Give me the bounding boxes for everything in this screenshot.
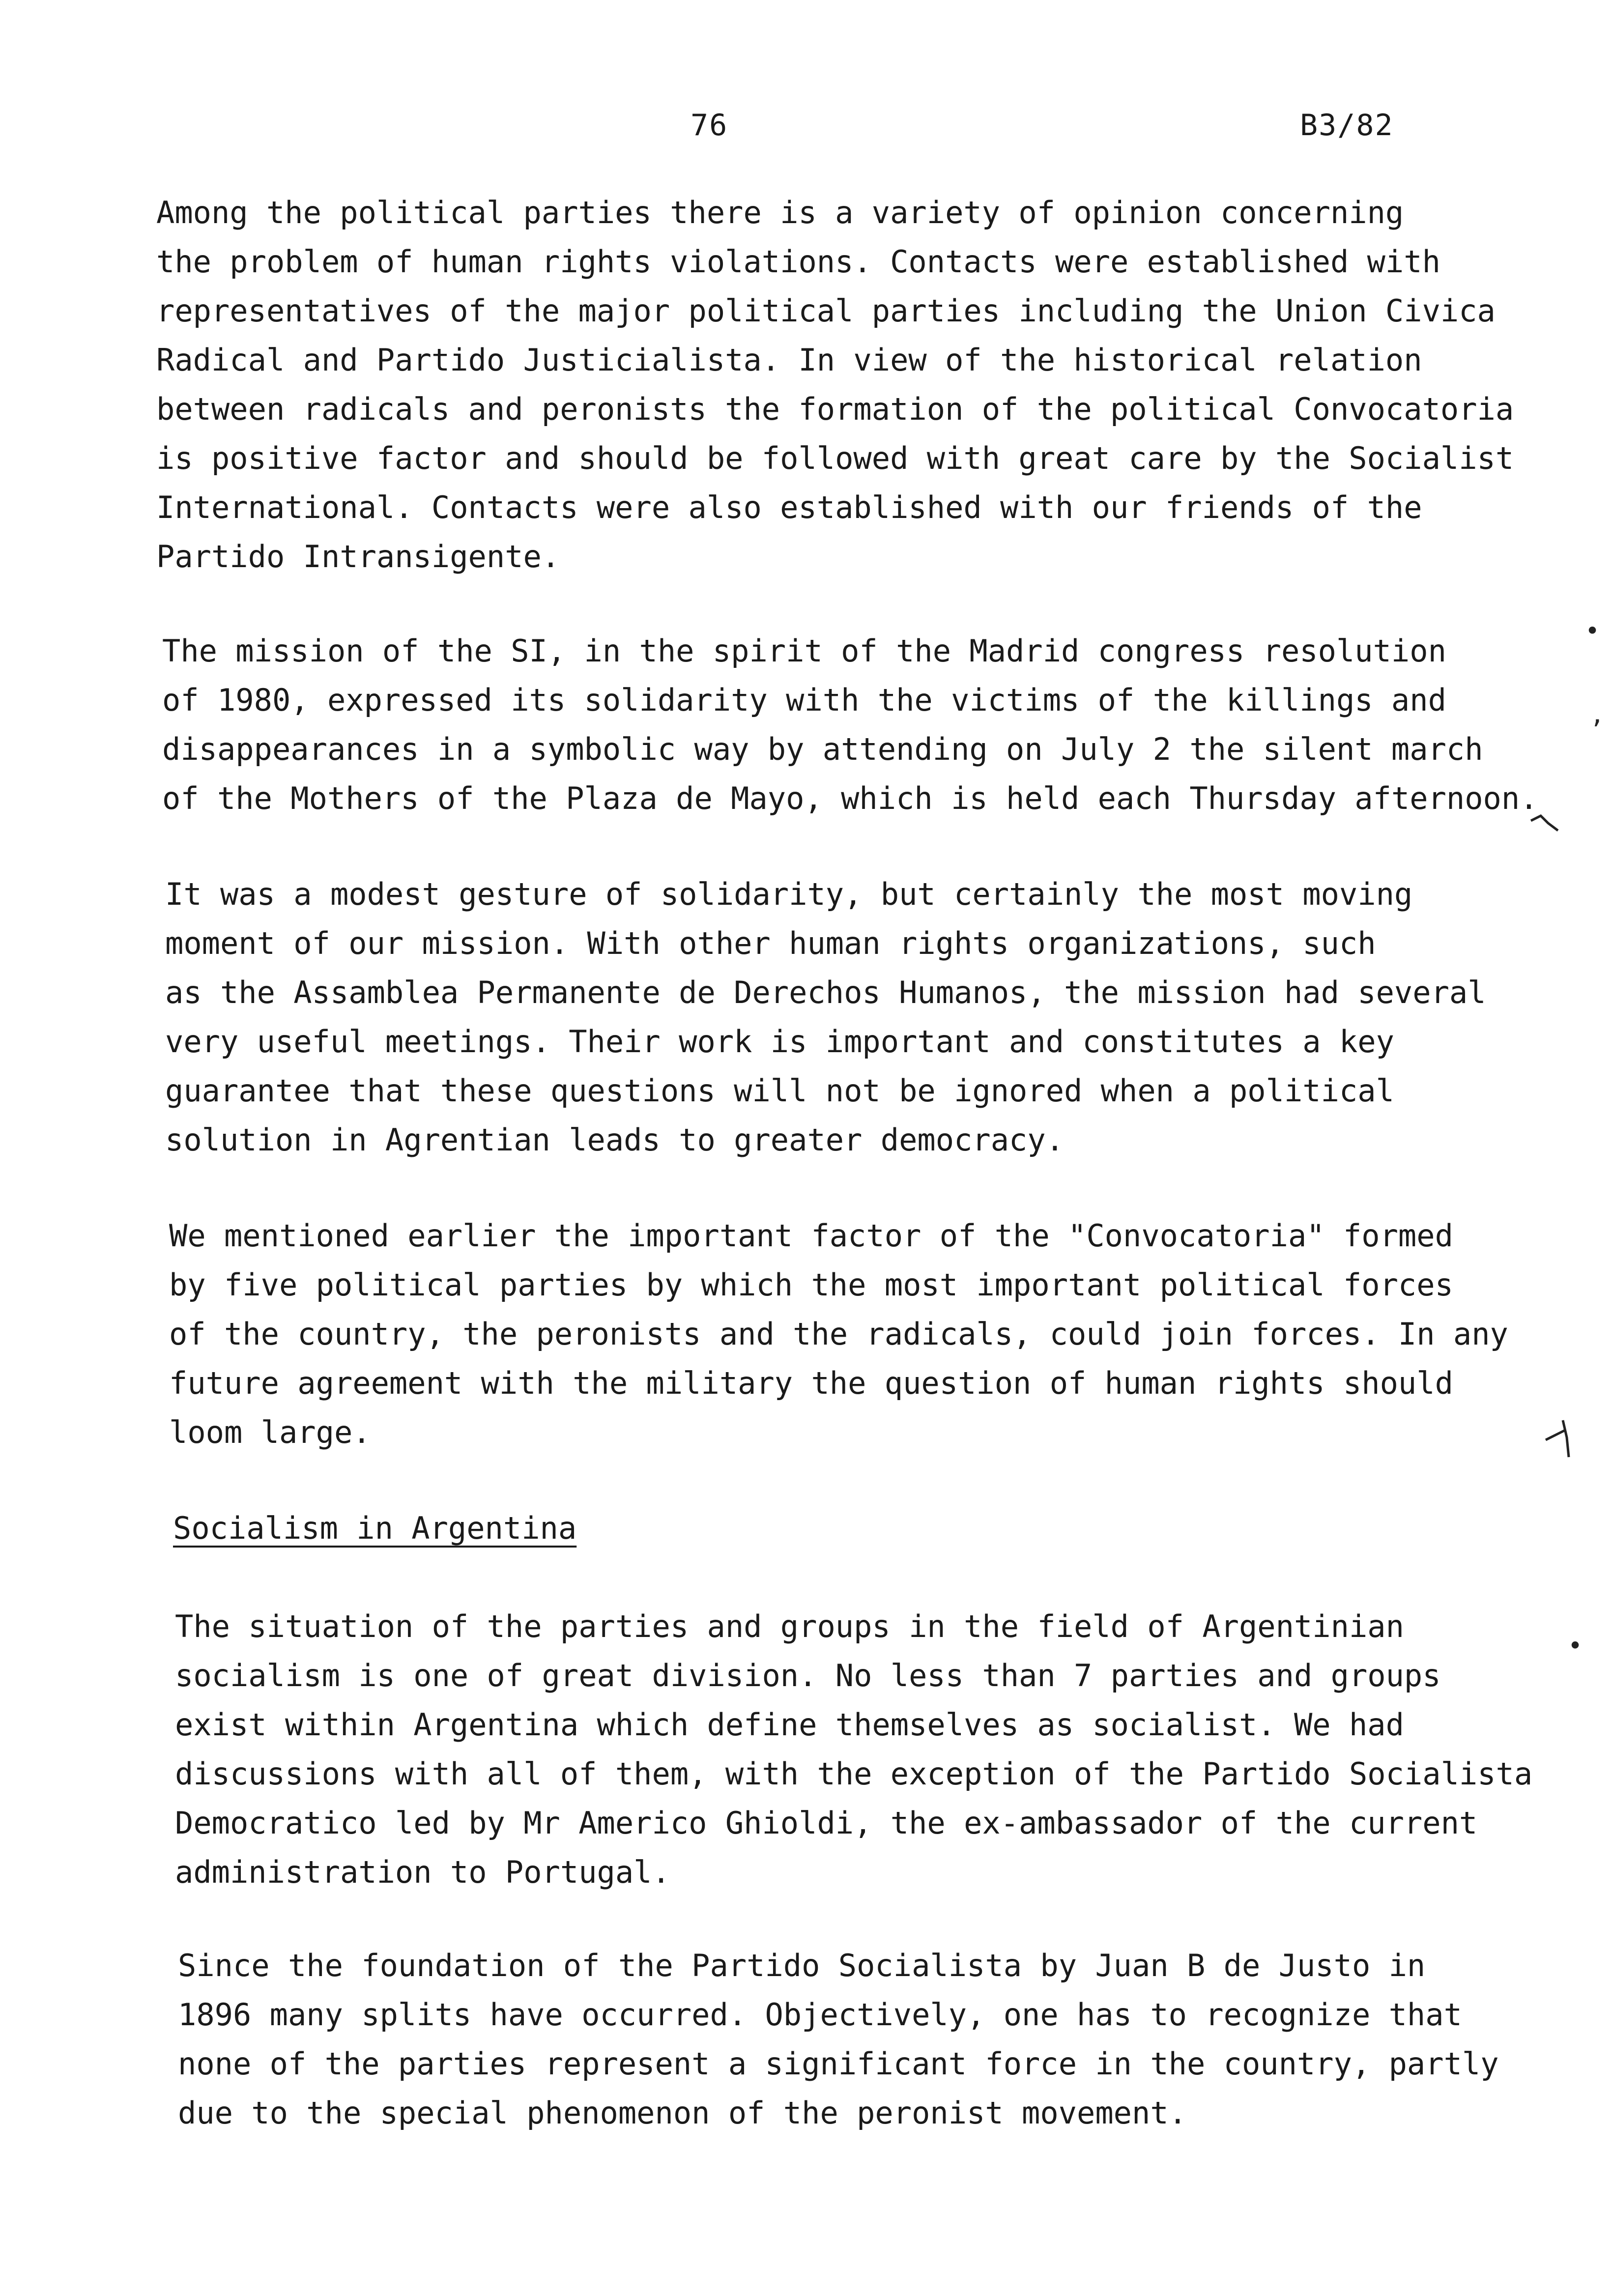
margin-speck: •	[1585, 617, 1600, 645]
paragraph-political-parties	[156, 188, 1514, 581]
text-line: Partido Intransigente.	[156, 539, 560, 574]
text-line: 1896 many splits have occurred. Objectively, one has to recognize that	[178, 1997, 1462, 2033]
text-line: solution in Agrentian leads to greater democracy.	[165, 1122, 1065, 1158]
text-line: due to the special phenomenon of the peronist movement.	[178, 2095, 1187, 2131]
text-line: very useful meetings. Their work is important and constitutes a key	[165, 1024, 1394, 1060]
paragraph-partido-socialista	[178, 1941, 1499, 2138]
text-line: The mission of the SI, in the spirit of the Madrid congress resolution	[162, 633, 1446, 669]
text-line: Among the political parties there is a variety of opinion concerning	[156, 195, 1404, 230]
text-line: guarantee that these questions will not be ignored when a political	[165, 1073, 1394, 1109]
text-line: We mentioned earlier the important factor of the "Convocatoria" formed	[169, 1218, 1453, 1254]
text-line: discussions with all of them, with the exception of the Partido Socialista	[175, 1756, 1533, 1792]
section-heading: Socialism in Argentina	[173, 1510, 577, 1546]
text-line: representatives of the major political parties including the Union Civica	[156, 293, 1496, 329]
margin-scribble-icon	[1528, 808, 1568, 838]
text-line: none of the parties represent a significant force in the country, partly	[178, 2046, 1499, 2082]
margin-speck: ,	[1590, 700, 1605, 729]
text-line: exist within Argentina which define themselves as socialist. We had	[175, 1707, 1404, 1743]
text-line: Democratico led by Mr Americo Ghioldi, the ex-ambassador of the current	[175, 1805, 1478, 1841]
text-line: of the country, the peronists and the radicals, could join forces. In any	[169, 1316, 1508, 1352]
text-line: socialism is one of great division. No less than 7 parties and groups	[175, 1658, 1441, 1693]
text-line: administration to Portugal.	[175, 1854, 670, 1890]
text-line: between radicals and peronists the formation of the political Convocatoria	[156, 391, 1514, 427]
paragraph-convocatoria	[169, 1211, 1508, 1457]
paragraph-socialist-division	[175, 1602, 1532, 1897]
text-line: It was a modest gesture of solidarity, but certainly the most moving	[165, 876, 1413, 912]
text-line: future agreement with the military the question of human rights should	[169, 1365, 1453, 1401]
margin-speck: •	[1568, 1632, 1583, 1660]
text-line: Since the foundation of the Partido Socialista by Juan B de Justo in	[178, 1948, 1426, 1983]
text-line: as the Assamblea Permanente de Derechos Humanos, the mission had several	[165, 975, 1486, 1010]
text-line: of the Mothers of the Plaza de Mayo, which is held each Thursday afternoon.	[162, 780, 1538, 816]
text-line: The situation of the parties and groups in the field of Argentinian	[175, 1608, 1404, 1644]
text-line: International. Contacts were also established with our friends of the	[156, 489, 1422, 525]
text-line: is positive factor and should be followed with great care by the Socialist	[156, 440, 1514, 476]
paragraph-si-mission	[162, 627, 1538, 823]
text-line: disappearances in a symbolic way by attending on July 2 the silent march	[162, 731, 1483, 767]
text-line: Radical and Partido Justicialista. In view of the historical relation	[156, 342, 1422, 378]
text-line: of 1980, expressed its solidarity with the victims of the killings and	[162, 682, 1446, 718]
margin-scribble-icon	[1543, 1418, 1578, 1462]
text-line: by five political parties by which the most important political forces	[169, 1267, 1453, 1303]
text-line: loom large.	[169, 1414, 371, 1450]
paragraph-modest-gesture	[165, 870, 1486, 1165]
text-line: the problem of human rights violations. Contacts were established with	[156, 244, 1440, 280]
document-reference: B3/82	[1300, 108, 1394, 143]
text-line: moment of our mission. With other human rights organizations, such	[165, 925, 1376, 961]
page-number: 76	[691, 108, 728, 143]
